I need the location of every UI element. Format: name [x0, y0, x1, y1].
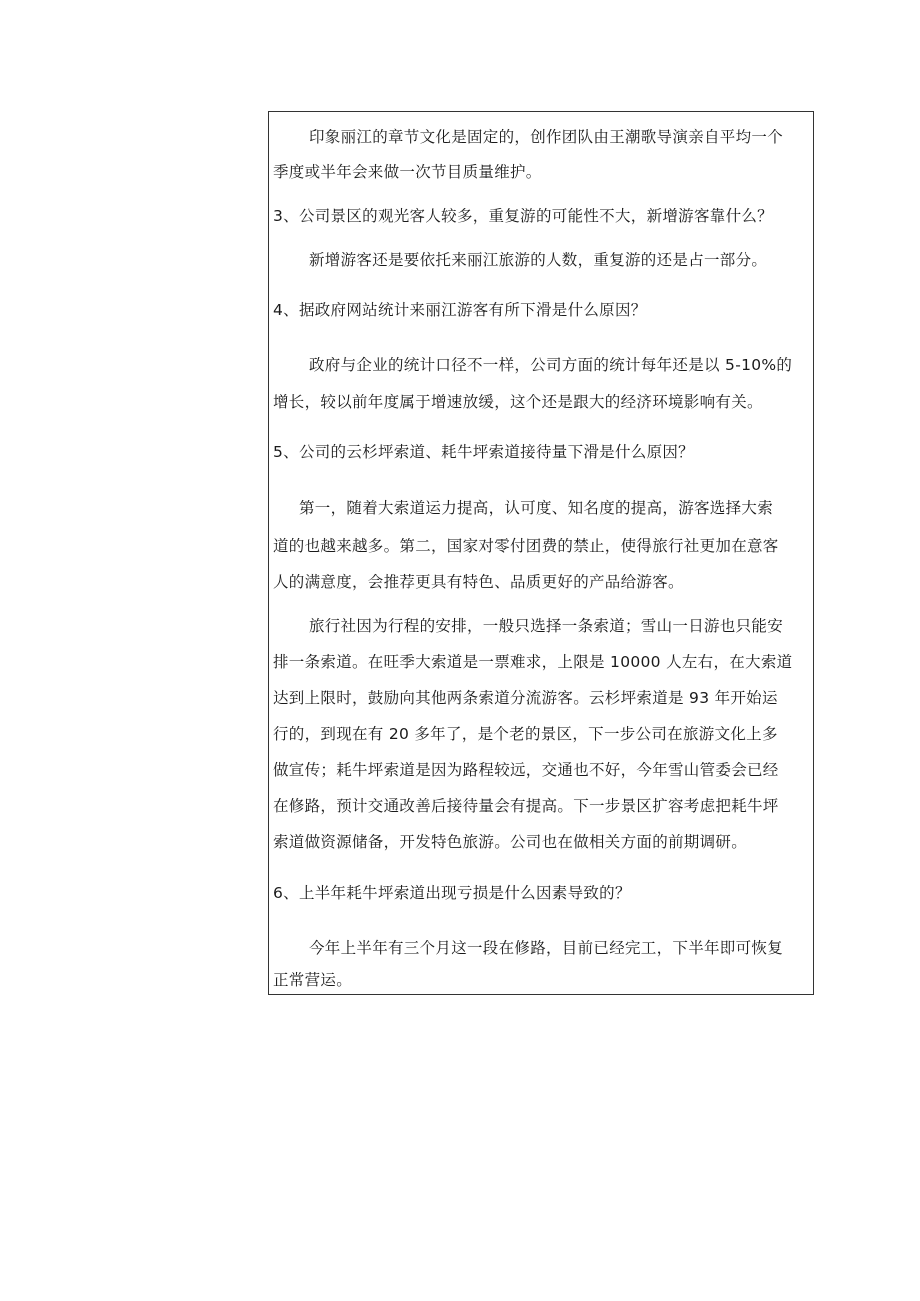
question-line: 4、据政府网站统计来丽江游客有所下滑是什么原因？ [273, 301, 647, 319]
question-line: 5、公司的云杉坪索道、耗牛坪索道接待量下滑是什么原因？ [273, 443, 694, 461]
text-line: 达到上限时，鼓励向其他两条索道分流游客。云杉坪索道是 93 年开始运 [273, 689, 778, 707]
question-line: 3、公司景区的观光客人较多，重复游的可能性不大，新增游客靠什么？ [273, 207, 773, 225]
text-line: 正常营运。 [273, 971, 353, 989]
text-line: 今年上半年有三个月这一段在修路，目前已经完工，下半年即可恢复 [309, 939, 784, 957]
text-line: 第一，随着大索道运力提高，认可度、知名度的提高，游客选择大索 [299, 499, 774, 517]
document-frame [268, 111, 814, 995]
text-line: 旅行社因为行程的安排，一般只选择一条索道；雪山一日游也只能安 [309, 617, 784, 635]
text-line: 人的满意度，会推荐更具有特色、品质更好的产品给游客。 [273, 573, 684, 591]
text-line: 季度或半年会来做一次节目质量维护。 [273, 163, 542, 181]
text-line: 在修路，预计交通改善后接待量会有提高。下一步景区扩容考虑把耗牛坪 [273, 797, 779, 815]
text-line: 政府与企业的统计口径不一样，公司方面的统计每年还是以 5-10%的 [309, 356, 793, 374]
question-line: 6、上半年耗牛坪索道出现亏损是什么因素导致的？ [273, 884, 631, 902]
text-line: 道的也越来越多。第二，国家对零付团费的禁止，使得旅行社更加在意客 [273, 537, 779, 555]
text-line: 做宣传；耗牛坪索道是因为路程较远，交通也不好，今年雪山管委会已经 [273, 761, 779, 779]
text-line: 增长，较以前年度属于增速放缓，这个还是跟大的经济环境影响有关。 [273, 393, 763, 411]
text-line: 印象丽江的章节文化是固定的，创作团队由王潮歌导演亲自平均一个 [309, 128, 784, 146]
text-line: 新增游客还是要依托来丽江旅游的人数，重复游的还是占一部分。 [309, 251, 768, 269]
text-line: 索道做资源储备，开发特色旅游。公司也在做相关方面的前期调研。 [273, 833, 748, 851]
text-line: 行的，到现在有 20 多年了，是个老的景区，下一步公司在旅游文化上多 [273, 725, 778, 743]
text-line: 排一条索道。在旺季大索道是一票难求，上限是 10000 人左右，在大索道 [273, 653, 793, 671]
